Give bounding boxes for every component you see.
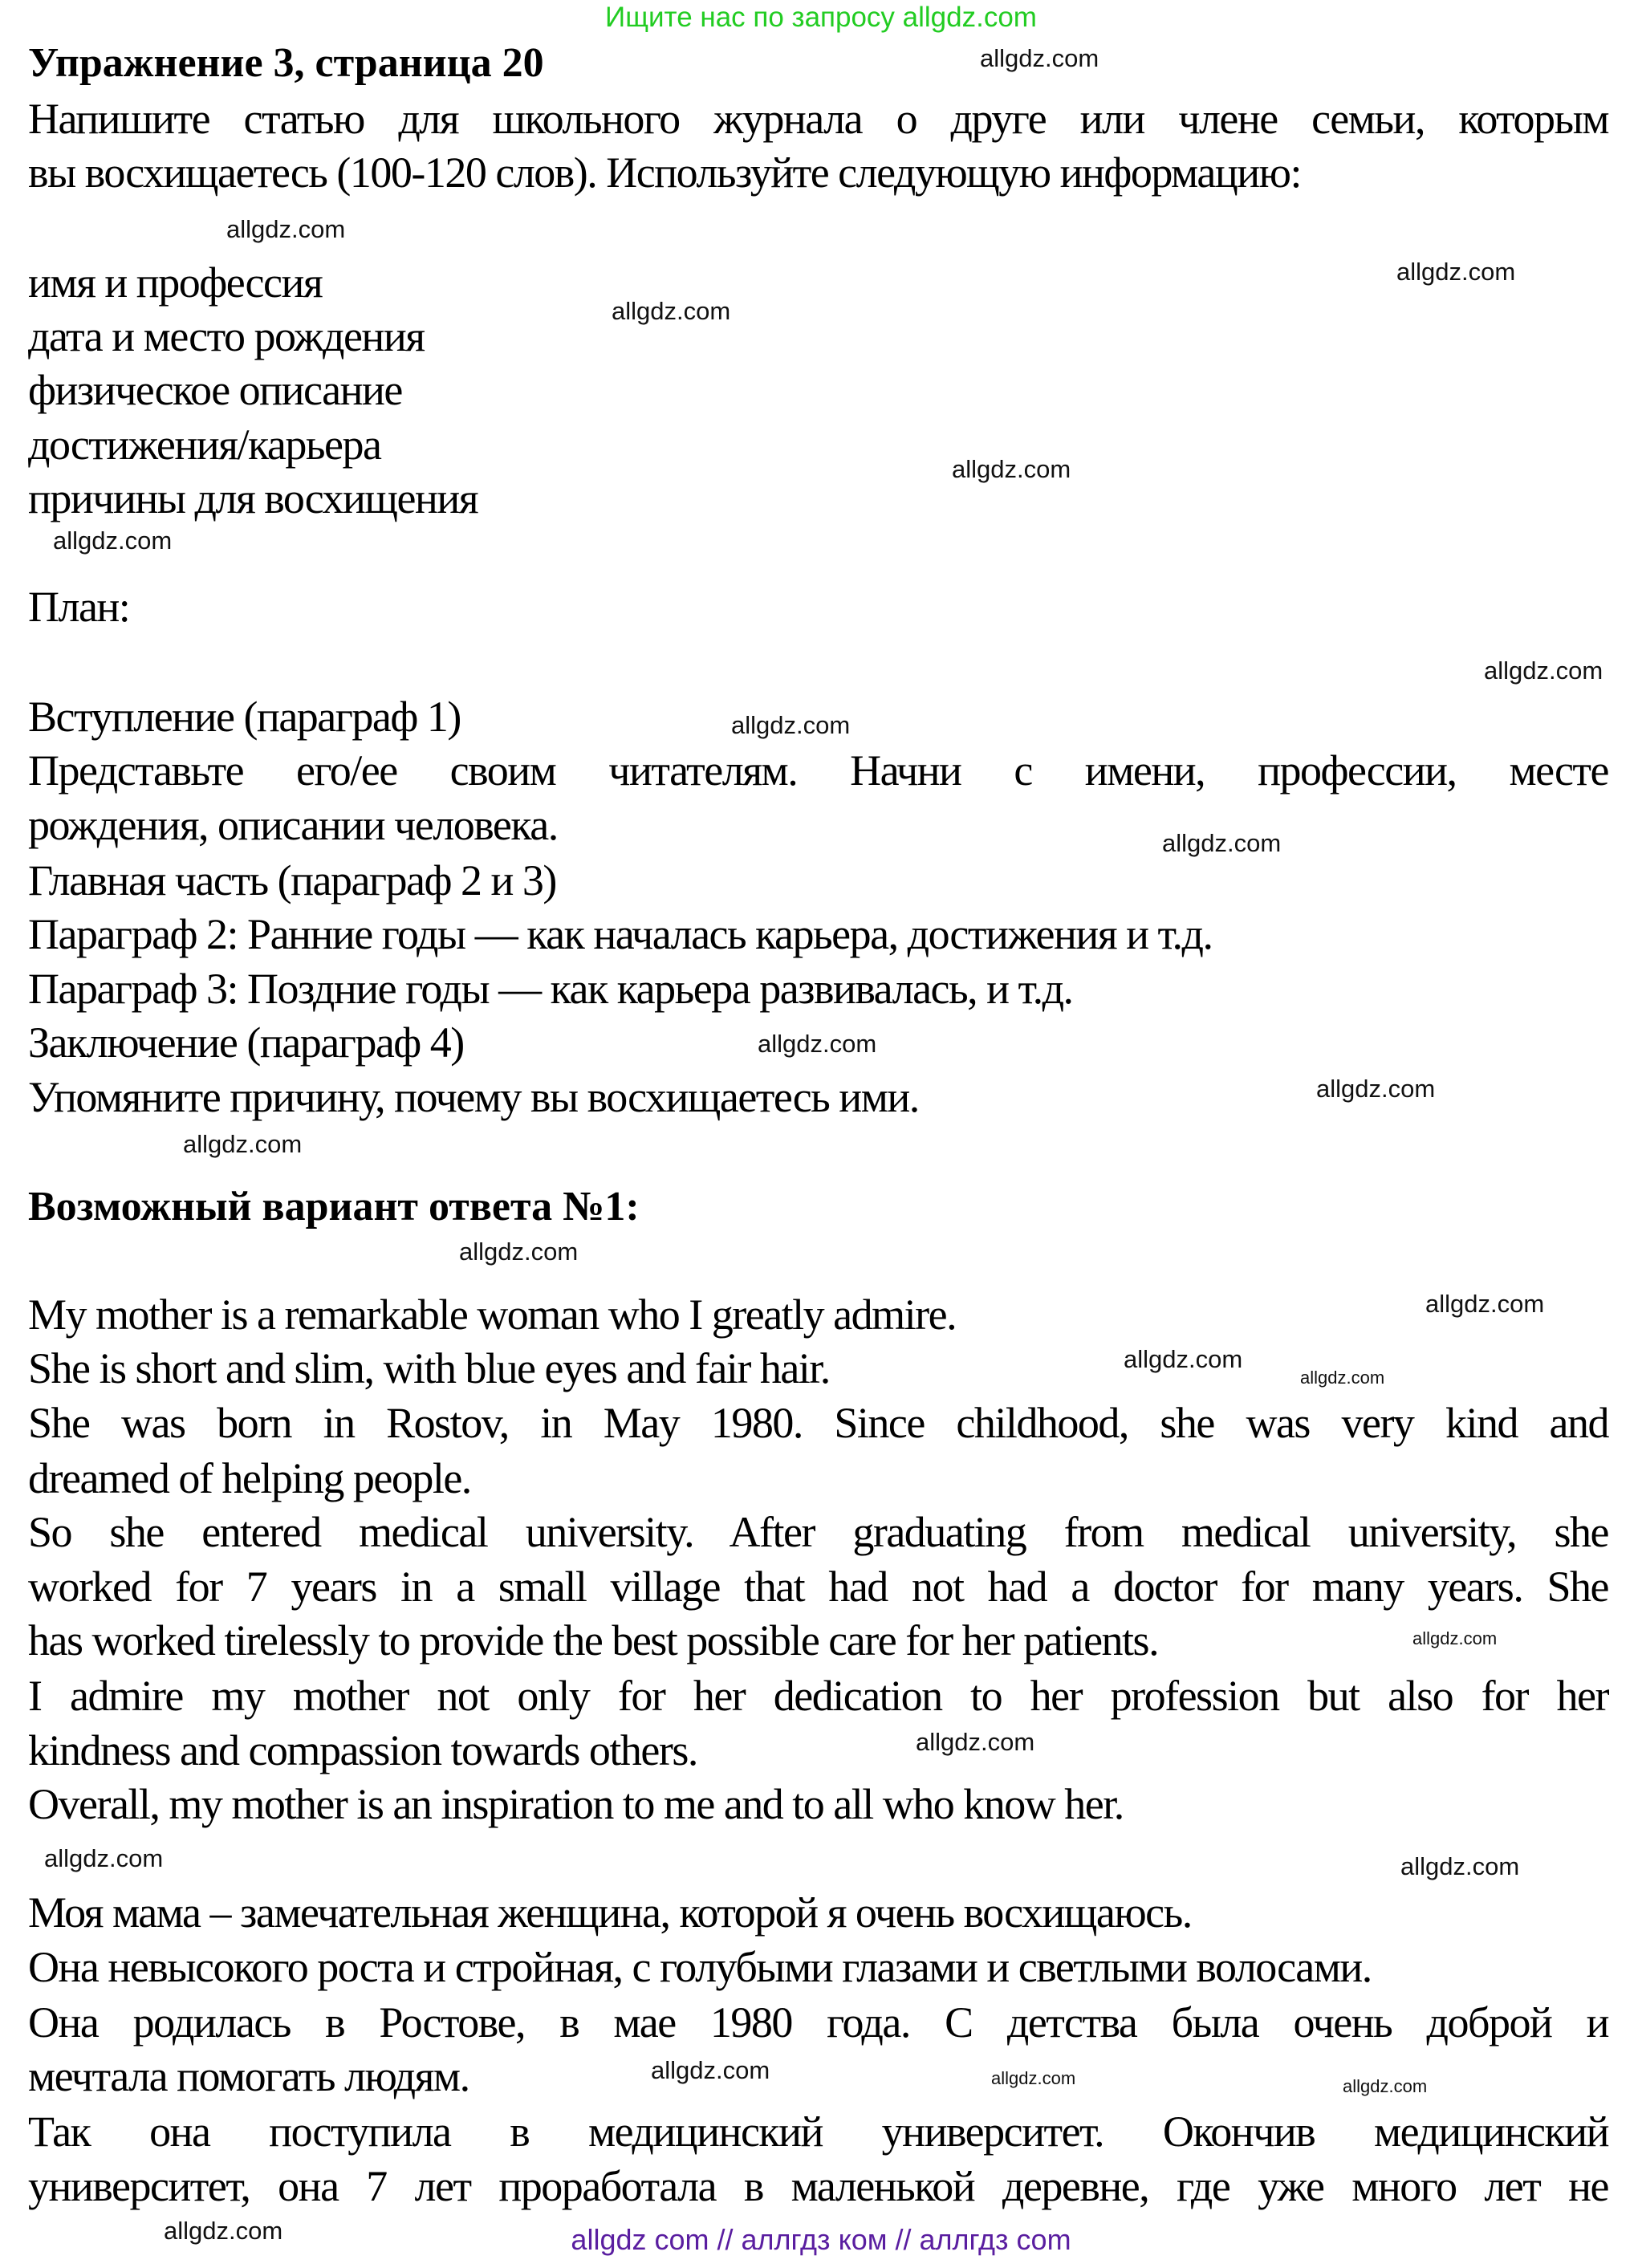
russian-line: Моя мама – замечательная женщина, которой я очень восхищаюсь. — [28, 1888, 1192, 1937]
watermark: allgdz.com — [758, 1030, 877, 1058]
watermark: allgdz.com — [651, 2056, 770, 2084]
watermark: allgdz.com — [1124, 1345, 1243, 1373]
russian-line: Она родилась в Ростове, в мае 1980 года. С детства была очень доброй и — [28, 1998, 1608, 2046]
watermark: allgdz.com — [1162, 829, 1282, 857]
plan-line: Параграф 3: Поздние годы — как карьера развивалась, и т.д. — [28, 965, 1073, 1013]
watermark: allgdz.com — [952, 455, 1071, 483]
english-line: worked for 7 years in a small village that had not had a doctor for many years. She — [28, 1563, 1608, 1611]
english-line: My mother is a remarkable woman who I greatly admire. — [28, 1290, 957, 1339]
watermark: allgdz.com — [1400, 1852, 1520, 1880]
watermark: allgdz.com — [1396, 258, 1516, 286]
english-line: I admire my mother not only for her dedication to her profession but also for her — [28, 1672, 1608, 1720]
watermark: allgdz.com — [916, 1728, 1035, 1756]
watermark: allgdz.com — [44, 1844, 164, 1872]
plan-line: Вступление (параграф 1) — [28, 693, 461, 741]
task-line: Напишите статью для школьного журнала о друге или члене семьи, которым — [28, 95, 1608, 143]
plan-label: План: — [28, 583, 130, 631]
answer-title: Возможный вариант ответа №1: — [28, 1184, 640, 1230]
plan-line: рождения, описании человека. — [28, 801, 558, 849]
russian-line: университет, она 7 лет проработала в маленькой деревне, где уже много лет не — [28, 2162, 1608, 2210]
watermark: allgdz.com — [1300, 1368, 1385, 1388]
plan-line: Упомяните причину, почему вы восхищаетесь ими. — [28, 1073, 919, 1121]
info-item: достижения/карьера — [28, 421, 381, 469]
watermark: allgdz.com — [164, 2217, 283, 2245]
english-line: Overall, my mother is an inspiration to me and to all who know her. — [28, 1780, 1124, 1828]
watermark: allgdz.com — [1484, 656, 1603, 685]
info-item: причины для восхищения — [28, 474, 478, 522]
russian-line: Так она поступила в медицинский университет. Окончив медицинский — [28, 2107, 1608, 2156]
english-line: dreamed of helping people. — [28, 1454, 471, 1502]
watermark: allgdz.com — [53, 526, 173, 555]
watermark: allgdz.com — [1425, 1290, 1545, 1318]
plan-line: Параграф 2: Ранние годы — как началась карьера, достижения и т.д. — [28, 910, 1213, 958]
plan-line: Главная часть (параграф 2 и 3) — [28, 856, 556, 904]
english-line: has worked tirelessly to provide the best possible care for her patients. — [28, 1616, 1159, 1664]
watermark: allgdz.com — [459, 1238, 579, 1266]
watermark: allgdz.com — [980, 44, 1099, 72]
watermark: allgdz.com — [1316, 1075, 1436, 1103]
english-line: She was born in Rostov, in May 1980. Since childhood, she was very kind and — [28, 1399, 1608, 1447]
exercise-title: Упражнение 3, страница 20 — [28, 40, 544, 86]
watermark: allgdz.com — [183, 1130, 303, 1158]
info-item: дата и место рождения — [28, 312, 425, 360]
english-line: She is short and slim, with blue eyes and fair hair. — [28, 1344, 830, 1392]
plan-line: Представьте его/ее своим читателям. Начни с имени, профессии, месте — [28, 746, 1608, 795]
watermark: allgdz.com — [1412, 1628, 1498, 1648]
watermark: allgdz.com — [612, 297, 731, 325]
watermark: allgdz.com — [1343, 2076, 1428, 2096]
russian-line: Она невысокого роста и стройная, с голубыми глазами и светлыми волосами. — [28, 1943, 1372, 1991]
english-line: kindness and compassion towards others. — [28, 1726, 697, 1774]
task-line: вы восхищаетесь (100-120 слов). Используйте следующую информацию: — [28, 148, 1301, 197]
info-item: имя и профессия — [28, 258, 323, 307]
search-banner: Ищите нас по запросу allgdz.com — [605, 2, 1037, 33]
plan-line: Заключение (параграф 4) — [28, 1018, 464, 1067]
watermark: allgdz.com — [731, 711, 851, 739]
info-item: физическое описание — [28, 366, 402, 414]
footer-links: allgdz com // аллгдз ком // аллгдз com — [571, 2223, 1071, 2256]
watermark: allgdz.com — [991, 2068, 1076, 2088]
english-line: So she entered medical university. After graduating from medical university, she — [28, 1508, 1608, 1556]
russian-line: мечтала помогать людям. — [28, 2052, 469, 2100]
watermark: allgdz.com — [226, 215, 346, 243]
